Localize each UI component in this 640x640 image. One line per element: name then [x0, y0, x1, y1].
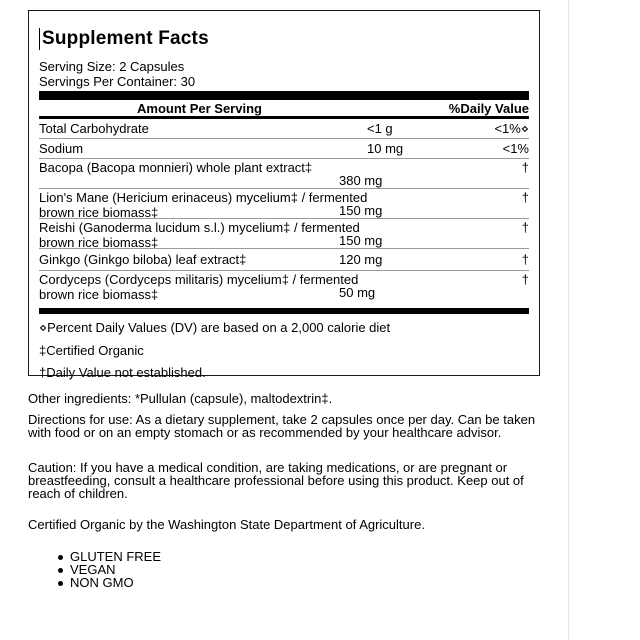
- bottom-divider: [39, 308, 529, 314]
- directions-for-use: Directions for use: As a dietary supplement, take 2 capsules once per day. Can be taken with food or on an empty stomach or as recommended by your healthcare advisor.: [28, 412, 536, 440]
- ingredient-amount: 50 mg: [339, 285, 376, 300]
- claim-label: VEGAN: [70, 562, 116, 577]
- nutrient-name: Sodium: [39, 141, 84, 156]
- nutrient-row: [39, 119, 529, 139]
- ingredient-amount: 120 mg: [339, 252, 383, 267]
- claim-item: [28, 576, 161, 589]
- ingredient-dv: †: [521, 272, 529, 287]
- image-edge: [568, 0, 569, 640]
- nutrient-rows: [39, 119, 529, 301]
- product-claims: [28, 550, 161, 589]
- certification-statement: Certified Organic by the Washington State Department of Agriculture.: [28, 517, 425, 532]
- ingredient-dv: †: [521, 190, 529, 205]
- other-ingredients: Other ingredients: *Pullulan (capsule), maltodextrin‡.: [28, 391, 333, 406]
- footnote-dv-not-established: †Daily Value not established.: [39, 365, 206, 380]
- serving-info: [39, 59, 195, 89]
- ingredient-name: Lion's Mane (Hericium erinaceus) mycelium‡ / fermented brown rice biomass‡: [39, 190, 368, 220]
- ingredient-row: [39, 159, 529, 189]
- bullet-icon: [58, 581, 63, 586]
- ingredient-name: Reishi (Ganoderma lucidum s.l.) mycelium‡ / fermented brown rice biomass‡: [39, 220, 360, 250]
- ingredient-dv: †: [521, 220, 529, 235]
- ingredient-amount: 150 mg: [339, 233, 383, 248]
- ingredient-row: [39, 219, 529, 249]
- nutrient-amount: 10 mg: [367, 141, 404, 156]
- bullet-icon: [58, 568, 63, 573]
- serving-size: Serving Size: 2 Capsules: [39, 59, 185, 74]
- panel-title: Supplement Facts: [39, 28, 209, 50]
- claim-label: NON GMO: [70, 575, 134, 590]
- amount-per-serving-header: Amount Per Serving: [137, 101, 262, 116]
- nutrient-row: [39, 139, 529, 159]
- nutrient-dv: <1%: [502, 141, 529, 156]
- nutrient-amount: <1 g: [367, 121, 393, 136]
- ingredient-amount: 150 mg: [339, 203, 383, 218]
- supplement-facts-panel: [28, 10, 540, 380]
- caution-statement: Caution: If you have a medical condition, are taking medications, or are pregnant or breastfeeding, consult a healthcare professional before using this product. Keep out of reach of children.: [28, 460, 524, 501]
- servings-per-container: Servings Per Container: 30: [39, 74, 196, 89]
- ingredient-row: [39, 189, 529, 219]
- footnote-certified-organic: ‡Certified Organic: [39, 343, 144, 358]
- ingredient-name: Bacopa (Bacopa monnieri) whole plant extract‡: [39, 160, 313, 175]
- thick-divider: [39, 91, 529, 100]
- footnote-dv-basis: ⋄Percent Daily Values (DV) are based on a 2,000 calorie diet: [39, 320, 391, 335]
- ingredient-dv: †: [521, 252, 529, 267]
- ingredient-name: Ginkgo (Ginkgo biloba) leaf extract‡: [39, 252, 247, 267]
- ingredient-amount: 380 mg: [339, 173, 383, 188]
- bullet-icon: [58, 555, 63, 560]
- daily-value-header: %Daily Value: [448, 101, 529, 116]
- ingredient-name: Cordyceps (Cordyceps militaris) mycelium‡ / fermented brown rice biomass‡: [39, 272, 359, 302]
- nutrient-name: Total Carbohydrate: [39, 121, 149, 136]
- ingredient-dv: †: [521, 160, 529, 175]
- ingredient-row: [39, 249, 529, 271]
- nutrient-dv: <1%⋄: [494, 121, 529, 136]
- column-header: [39, 101, 529, 117]
- ingredient-row: [39, 271, 529, 301]
- claim-label: GLUTEN FREE: [70, 549, 162, 564]
